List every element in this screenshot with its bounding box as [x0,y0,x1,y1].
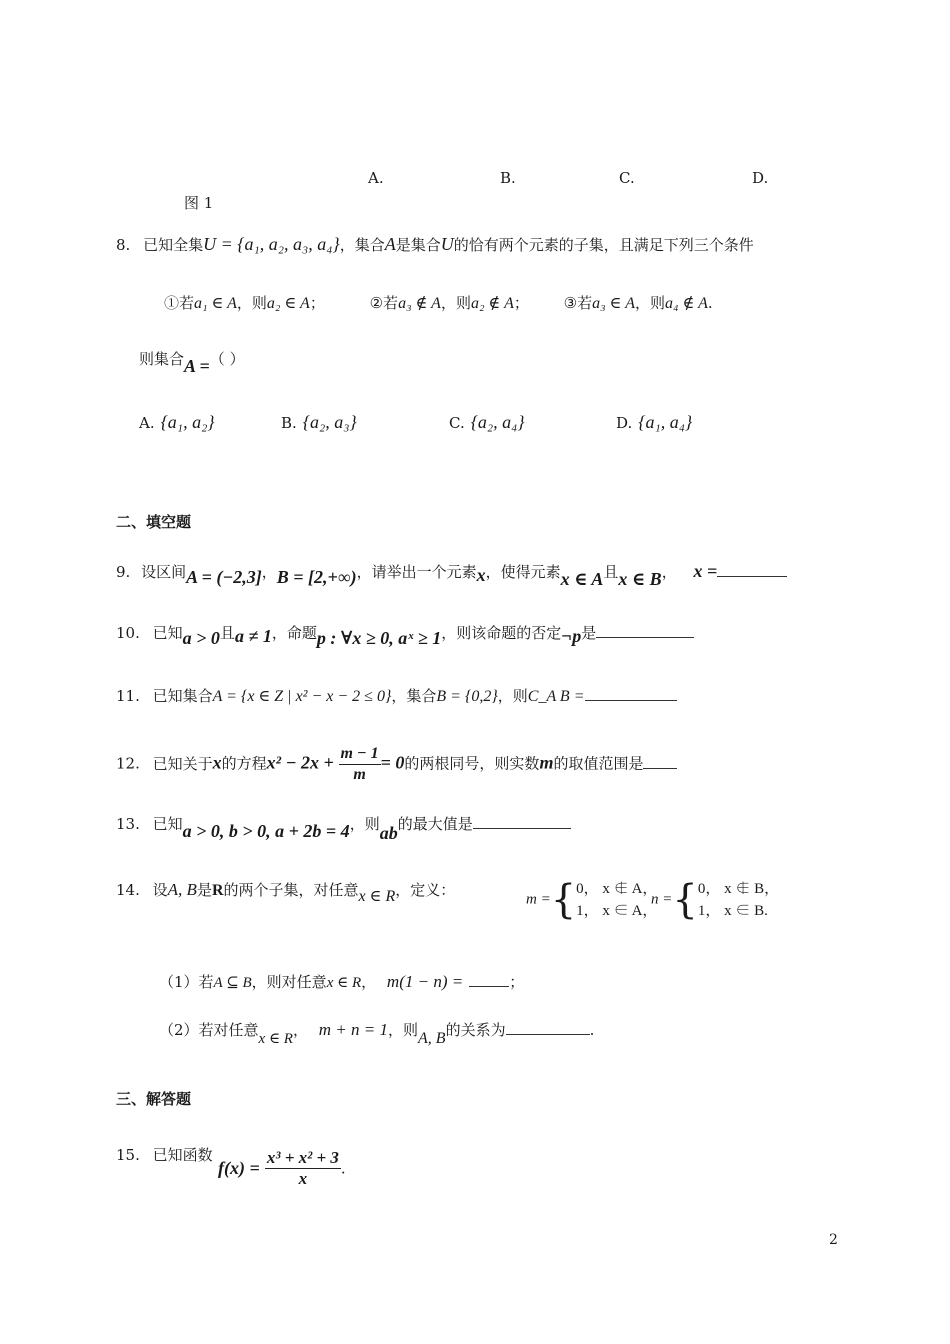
question-10 [116,622,694,648]
fig-option-b: B. [500,169,516,187]
q13-text: ，则 [349,815,380,833]
case-line: 1， x ∈ A， [576,903,658,919]
q11-math: B = {0,2} [436,688,498,705]
q8-option-a [139,412,215,433]
q13-math: ab [379,823,398,843]
option-label: D. [616,414,633,432]
option-value: {a₂, a₄} [470,412,525,432]
case-line: 0， x ∉ A， [576,881,658,897]
fig-option-a: A. [368,169,384,187]
q8-conditions [164,293,713,314]
q14-text: 的两个子集，对任意 [223,881,359,899]
q8-universal-set: U = {a₁, a₂, a₃, a₄} [203,234,340,254]
condition-1-math: a₂ ∈ A [266,295,310,312]
q10-text: ，则该命题的否定 [441,624,562,642]
question-9 [116,561,787,589]
case-line: 1， x ∈ B. [697,903,768,919]
brace: { [550,877,577,923]
q14-text: 是 [196,881,212,899]
part-text: ； [509,973,525,991]
brace: { [672,877,698,923]
answer-blank[interactable] [469,972,509,987]
part-text: （2）若对任意 [159,1021,259,1039]
q14-part-1 [159,972,524,993]
q10-text: 是 [581,624,597,642]
q11-text: ，则 [497,687,528,705]
q11-math: A = {x ∈ Z | x² − x − 2 ≤ 0} [212,688,392,705]
question-number: 10. [116,624,140,642]
part-math: x ∈ R [258,1031,293,1047]
condition-3-math: a₃ ∈ A [592,295,635,312]
m-cases [576,878,657,922]
q12-fraction [339,744,381,785]
q10-text: 已知 [152,624,183,642]
q9-math: x ∈ B [618,569,662,589]
q12-text: 的两根同号，则实数 [404,754,540,773]
q8-text: 是集合 [395,236,441,254]
q13-text: 的最大值是 [397,815,473,833]
fraction-numerator: x³ + x² + 3 [266,1148,339,1167]
q9-text: ，请举出一个元素 [356,563,477,581]
question-number: 9. [116,563,131,581]
q10-text: ，命题 [271,624,317,642]
question-14 [116,880,456,905]
q14-text: 设 [152,881,168,899]
part-math: m + n = 1 [318,1020,389,1039]
option-label: A. [139,414,155,432]
m-def: m = [526,891,551,908]
part-text: ，则对任意 [251,973,327,991]
q9-text: ， [661,563,677,581]
part-math: A ⊆ B [213,975,252,991]
page-number: 2 [829,1232,838,1248]
condition-2: ②若 [369,294,399,312]
option-value: {a₂, a₃} [302,412,357,432]
option-label: C. [449,414,465,432]
q8-ask [139,348,245,376]
answer-blank[interactable] [717,562,787,577]
part-text: 的关系为 [445,1021,506,1039]
q15-function [218,1148,346,1189]
q9-text: ， [261,563,277,581]
condition-3-math: a₄ ∉ A [665,295,708,312]
condition-3-text: . [707,294,713,312]
case-line: 0， x ∉ B， [697,881,780,897]
question-11 [116,686,677,707]
q12-math: m [539,752,554,773]
q14-text: ，定义： [395,881,456,899]
figure-label: 图 1 [184,194,214,212]
q12-text: 的取值范围是 [553,754,644,773]
question-15 [116,1145,213,1165]
q8-ask-math: A = [184,356,210,376]
q10-math: a > 0 [182,628,220,648]
fraction-numerator: m − 1 [339,744,381,765]
answer-blank[interactable] [643,754,677,769]
question-12 [116,744,677,785]
q9-math: x [476,565,486,585]
q12-text: 的方程 [221,754,267,773]
question-8 [116,234,754,255]
option-value: {a₁, a₂} [160,412,215,432]
question-number: 11. [116,687,140,705]
part-math: x ∈ R [326,975,362,991]
fig-option-c: C. [619,169,635,187]
q15-math: f(x) = [218,1158,260,1178]
q11-text: 已知集合 [152,687,213,705]
question-number: 14. [116,881,140,899]
question-13 [116,813,571,843]
condition-2-text: ； [513,294,529,312]
q9-text: ，使得元素 [485,563,561,581]
q13-text: 已知 [152,815,183,833]
answer-blank[interactable] [585,686,677,701]
condition-1-text: ，则 [236,294,267,312]
part-text: ， [292,1021,308,1039]
q8-option-c [449,412,525,433]
condition-3-text: ，则 [635,294,666,312]
n-def: n = [651,891,673,908]
condition-3: ③若 [563,294,593,312]
condition-1: ①若 [164,294,195,312]
q8-set-u: U [440,234,454,254]
q8-text: ，集合 [339,236,385,254]
q9-math: x ∈ A [560,569,604,589]
question-number: 8. [116,236,131,254]
q14-n-definition [651,878,779,922]
fig-option-d: D. [752,169,769,187]
section-heading-fill-in: 二、填空题 [116,513,192,531]
q8-option-d [616,412,692,433]
q10-math: ¬p [561,626,582,646]
condition-1-math: a₁ ∈ A [194,295,237,312]
q12-text: 已知关于 [152,754,213,773]
answer-blank[interactable] [473,814,571,829]
option-label: B. [281,414,297,432]
q10-math: p : ∀x ≥ 0, aˣ ≥ 1 [316,628,442,648]
q12-math: = 0 [380,752,405,773]
q14-math: A, B [167,880,197,899]
q8-ask-text: 则集合 [139,350,185,368]
q8-option-b [281,412,357,433]
q9-math: x = [693,561,718,581]
question-number: 15. [116,1146,140,1164]
q15-fraction [265,1148,341,1189]
option-value: {a₁, a₄} [638,412,693,432]
answer-blank[interactable] [596,623,694,638]
q15-text: . [340,1159,346,1178]
section-heading-answer: 三、解答题 [116,1090,192,1108]
q10-math: a ≠ 1 [234,626,272,646]
q9-text: 且 [603,563,619,581]
q11-text: ，集合 [391,687,437,705]
q11-math: C_A B = [527,688,585,705]
part-text: . [589,1021,595,1039]
condition-2-math: a₂ ∉ A [470,295,514,312]
q14-math: R [211,882,224,899]
answer-blank[interactable] [506,1020,590,1035]
q8-set-a: A [384,234,396,254]
q9-math: B = [2,+∞) [276,567,357,587]
q14-m-definition [526,878,657,922]
q12-math: x [212,752,222,773]
q13-math: a > 0, b > 0, a + 2b = 4 [182,821,350,841]
condition-1-text: ； [309,294,325,312]
part-math: m(1 − n) = [386,972,464,991]
part-math: A, B [418,1030,446,1047]
q9-text: 设区间 [141,563,187,581]
q8-text: 已知全集 [143,236,204,254]
n-cases [698,878,779,922]
condition-2-math: a₃ ∉ A [398,295,441,312]
q12-math: x² − 2x + [266,752,334,773]
condition-2-text: ，则 [440,294,471,312]
fraction-denominator: m [353,766,366,783]
part-text: ， [361,973,377,991]
question-number: 13. [116,815,140,833]
answer-bracket: （ ） [209,350,245,368]
q10-text: 且 [219,624,235,642]
q15-text: 已知函数 [152,1146,213,1164]
part-text: （1）若 [159,973,214,991]
q14-part-2 [159,1020,595,1047]
q14-math: x ∈ R [358,888,396,905]
fraction-denominator: x [298,1169,308,1188]
q8-text: 的恰有两个元素的子集，且满足下列三个条件 [453,236,754,254]
q9-math: A = (−2,3] [186,567,262,587]
question-number: 12. [116,754,140,773]
part-text: ，则 [388,1021,419,1039]
